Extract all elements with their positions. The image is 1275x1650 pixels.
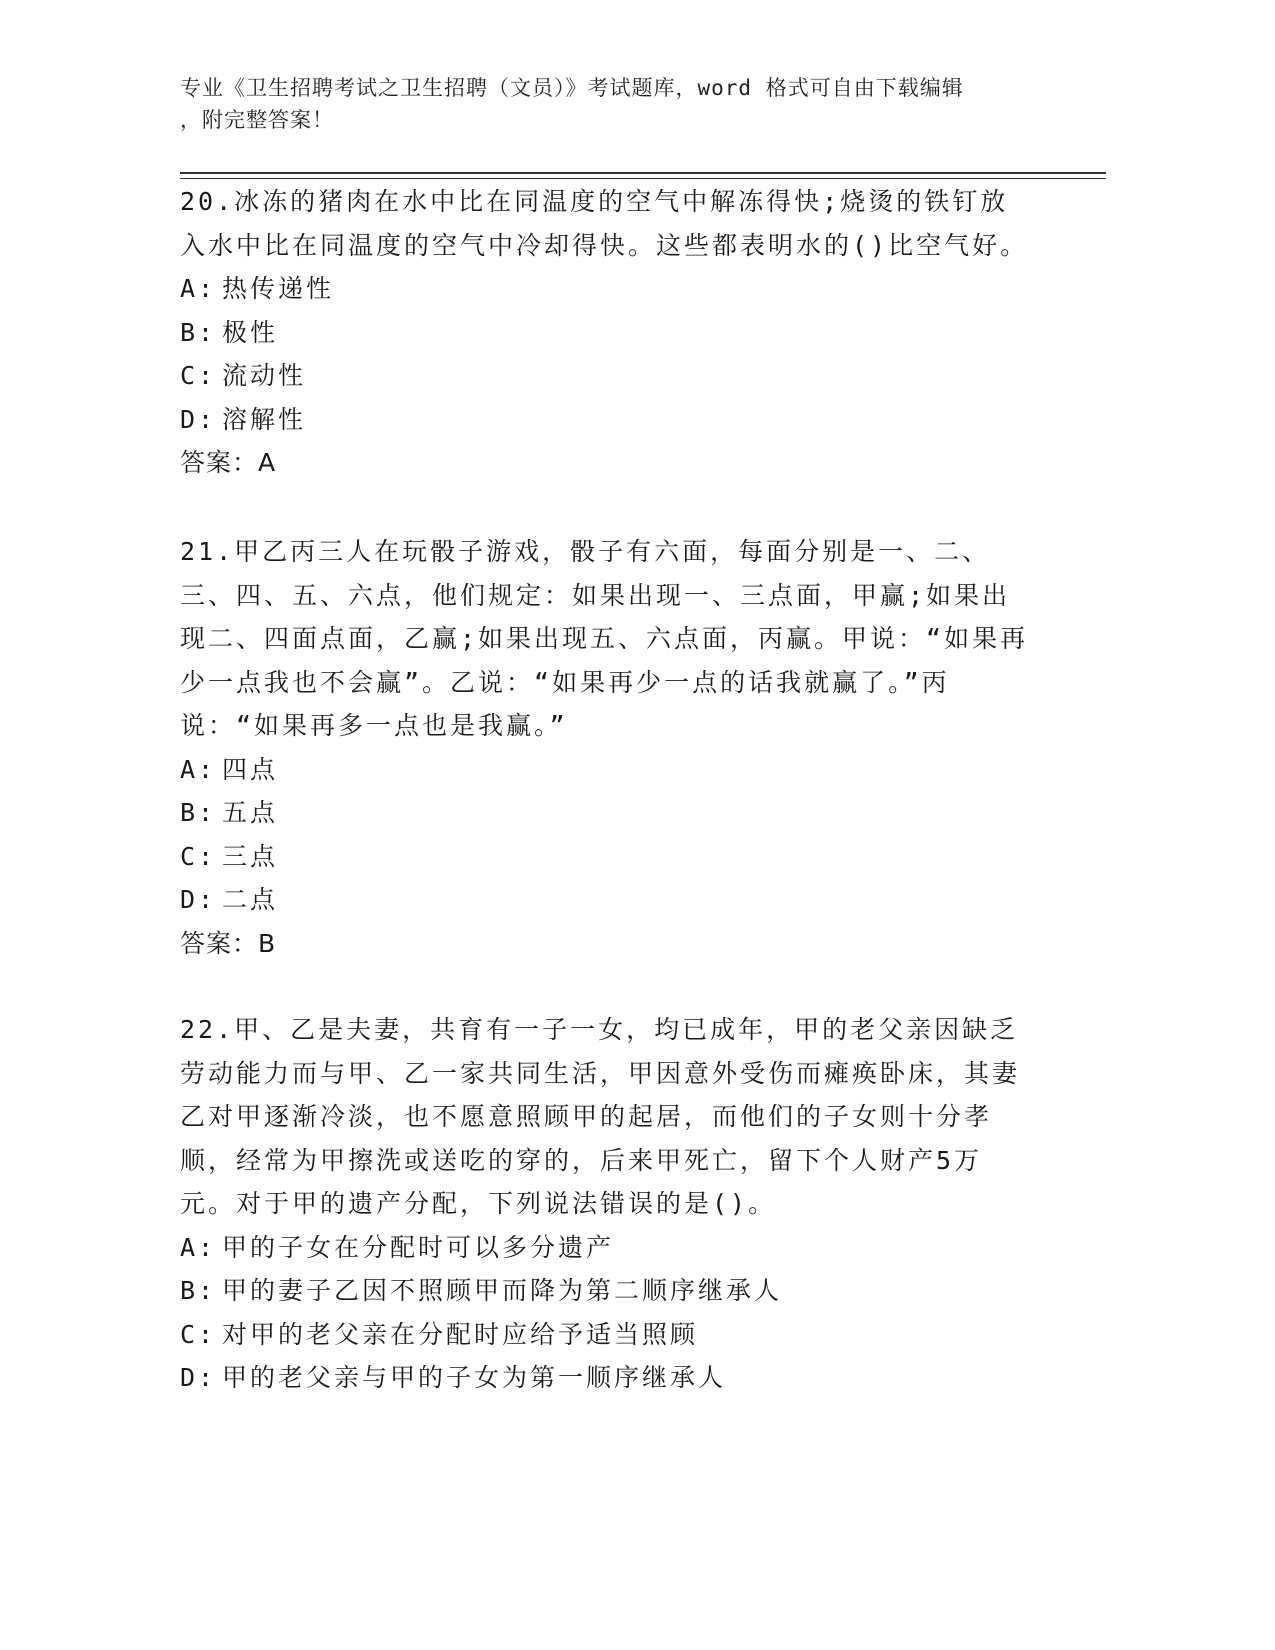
option-text: 甲的妻子乙因不照顾甲而降为第二顺序继承人 [222, 1276, 783, 1305]
header-line-1: 专业《卫生招聘考试之卫生招聘（文员）》考试题库，word 格式可自由下载编辑 [180, 76, 964, 100]
option-key: D: [180, 404, 217, 434]
option-c [180, 835, 1030, 879]
option-text: 甲的子女在分配时可以多分遗产 [222, 1232, 615, 1262]
option-key: A: [180, 1232, 217, 1262]
option-text: 二点 [222, 885, 279, 914]
question-stem: 20.冰冻的猪肉在水中比在同温度的空气中解冻得快;烧烫的铁钉放入水中比在同温度的空气中冷却得快。这些都表明水的()比空气好。 [180, 187, 1029, 260]
question-20 [180, 180, 1030, 485]
option-text: 热传递性 [222, 274, 335, 303]
header-divider-thin [180, 178, 1106, 179]
option-b [180, 311, 1030, 355]
option-b [180, 791, 1030, 835]
option-key: B: [180, 798, 217, 827]
answer: 答案：A [180, 448, 277, 477]
option-key: B: [180, 1276, 217, 1305]
option-c [180, 354, 1030, 398]
option-d [180, 398, 1030, 442]
option-d [180, 1356, 1030, 1400]
header-divider-thick [180, 172, 1106, 174]
option-text: 甲的老父亲与甲的子女为第一顺序继承人 [222, 1363, 727, 1392]
option-text: 五点 [222, 798, 279, 827]
option-key: D: [180, 1363, 217, 1392]
option-key: A: [180, 274, 217, 303]
option-d [180, 878, 1030, 922]
option-text: 四点 [222, 754, 279, 784]
option-text: 流动性 [222, 361, 307, 390]
option-key: D: [180, 885, 217, 914]
option-key: B: [180, 317, 217, 347]
option-key: C: [180, 841, 217, 871]
option-text: 对甲的老父亲在分配时应给予适当照顾 [222, 1319, 699, 1349]
question-stem: 21.甲乙丙三人在玩骰子游戏，骰子有六面，每面分别是一、二、三、四、五、六点，他们规定：如果出现一、三点面，甲赢;如果出现二、四面点面，乙赢;如果出现五、六点面，丙赢。甲说：“如果再少一点我也不会赢”。乙说：“如果再少一点的话我就赢了。”丙说：“如果再多一点也是我赢。” [180, 537, 1029, 740]
document-header [180, 72, 1060, 136]
question-stem: 22.甲、乙是夫妻，共育有一子一女，均已成年，甲的老父亲因缺乏劳动能力而与甲、乙一家共同生活，甲因意外受伤而瘫痪卧床，其妻乙对甲逐渐冷淡，也不愿意照顾甲的起居，而他们的子女则十分孝顺，经常为甲擦洗或送吃的穿的，后来甲死亡，留下个人财产5万元。对于甲的遗产分配，下列说法错误的是()。 [180, 1015, 1021, 1218]
option-a [180, 1226, 1030, 1270]
question-21 [180, 530, 1030, 965]
answer: 答案：B [180, 928, 277, 958]
option-text: 三点 [222, 841, 279, 871]
option-key: C: [180, 1319, 217, 1349]
option-text: 极性 [222, 317, 279, 347]
option-key: C: [180, 361, 217, 390]
option-b [180, 1269, 1030, 1313]
option-a [180, 267, 1030, 311]
option-c [180, 1313, 1030, 1357]
question-22 [180, 1008, 1030, 1400]
option-a [180, 748, 1030, 792]
header-line-2: ，附完整答案！ [180, 108, 334, 132]
option-key: A: [180, 754, 217, 784]
option-text: 溶解性 [222, 404, 307, 434]
